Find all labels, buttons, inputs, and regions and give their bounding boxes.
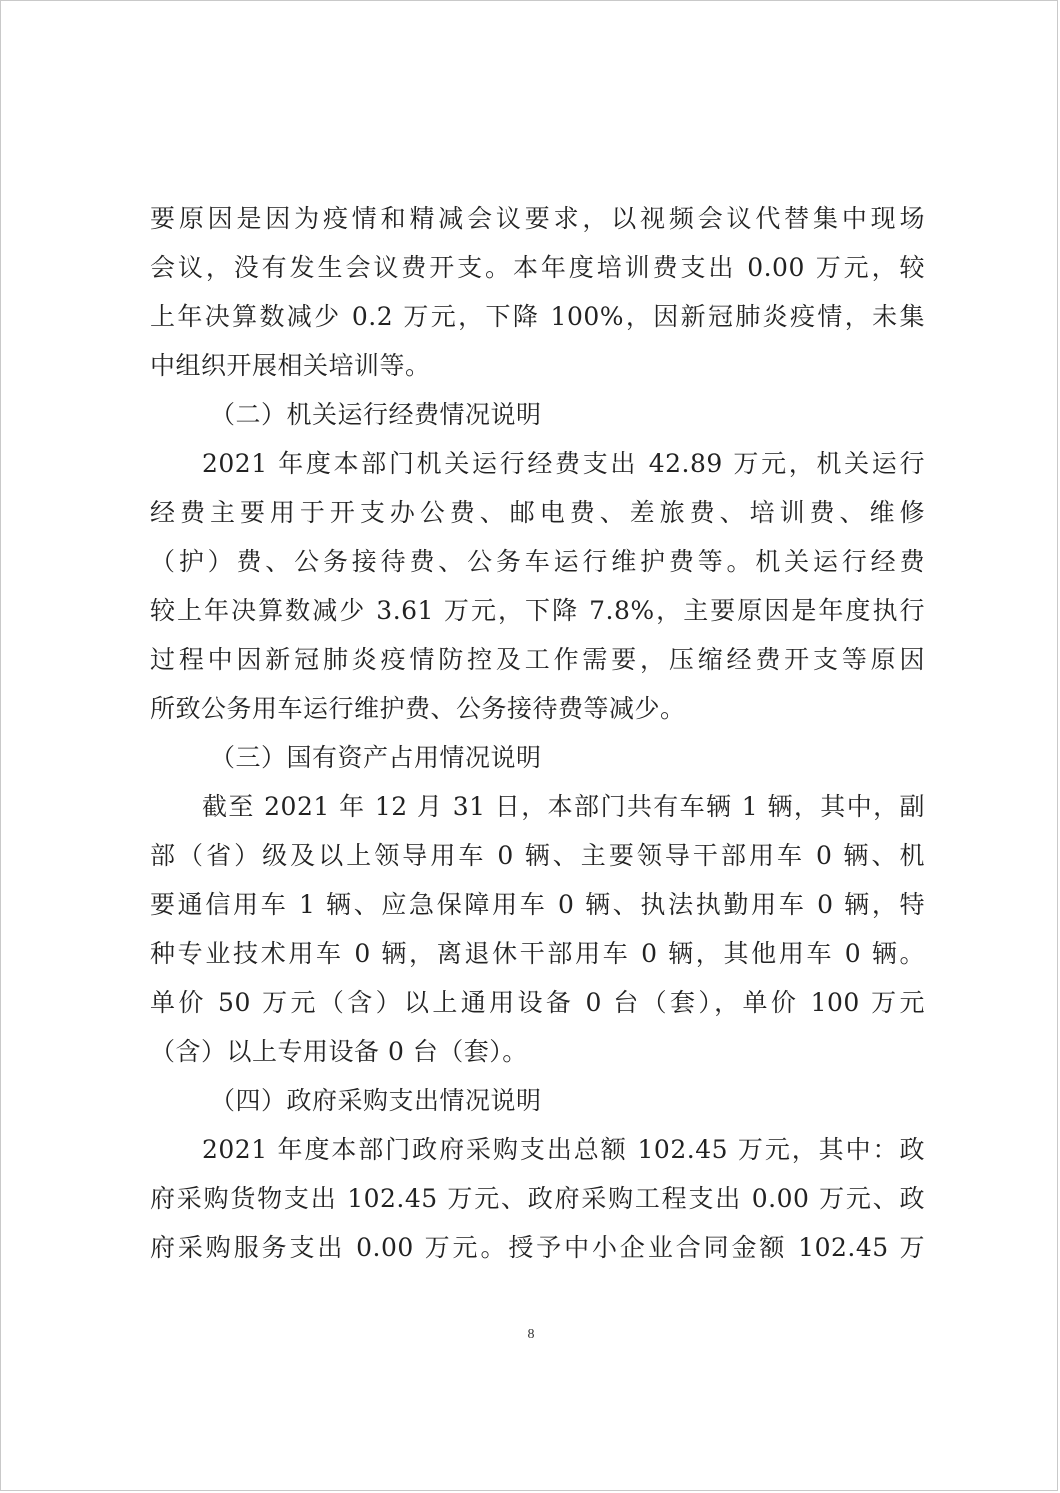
text-line: （含）以上专用设备 0 台（套）。 [150,1037,528,1066]
section-heading-state-assets: （三）国有资产占用情况说明 [210,743,542,772]
section-heading-operating-costs: （二）机关运行经费情况说明 [210,400,542,429]
text-line: 要原因是因为疫情和精减会议要求，以视频会议代替集中现场 [150,204,925,233]
page-body [150,194,925,1272]
text-line: 过程中因新冠肺炎疫情防控及工作需要，压缩经费开支等原因 [150,645,925,674]
text-line: 较上年决算数减少 3.61 万元，下降 7.8%，主要原因是年度执行 [150,596,925,625]
text-line: 单价 50 万元（含）以上通用设备 0 台（套），单价 100 万元 [150,988,925,1017]
text-line: 府采购货物支出 102.45 万元、政府采购工程支出 0.00 万元、政 [150,1184,925,1213]
text-line: 要通信用车 1 辆、应急保障用车 0 辆、执法执勤用车 0 辆，特 [150,890,925,919]
text-line: 经费主要用于开支办公费、邮电费、差旅费、培训费、维修 [150,498,925,527]
paragraph-operating-costs [150,439,925,733]
text-line: 会议，没有发生会议费开支。本年度培训费支出 0.00 万元，较 [150,253,925,282]
text-line: 所致公务用车运行维护费、公务接待费等减少。 [150,694,686,723]
text-line: 上年决算数减少 0.2 万元，下降 100%，因新冠肺炎疫情，未集 [150,302,925,331]
text-line: 2021 年度本部门机关运行经费支出 42.89 万元，机关运行 [202,449,925,478]
text-line: 2021 年度本部门政府采购支出总额 102.45 万元，其中：政 [202,1135,925,1164]
paragraph-state-assets [150,782,925,1076]
text-line: 部（省）级及以上领导用车 0 辆、主要领导干部用车 0 辆、机 [150,841,925,870]
paragraph-procurement [150,1125,925,1272]
text-line: （护）费、公务接待费、公务车运行维护费等。机关运行经费 [150,547,925,576]
text-line: 种专业技术用车 0 辆，离退休干部用车 0 辆，其他用车 0 辆。 [150,939,925,968]
paragraph-meeting-training-fees [150,194,925,390]
text-line: 中组织开展相关培训等。 [150,351,431,380]
section-heading-procurement: （四）政府采购支出情况说明 [210,1086,542,1115]
text-line: 府采购服务支出 0.00 万元。授予中小企业合同金额 102.45 万 [150,1233,925,1262]
page-number: 8 [527,1327,535,1342]
text-line: 截至 2021 年 12 月 31 日，本部门共有车辆 1 辆，其中，副 [202,792,925,821]
